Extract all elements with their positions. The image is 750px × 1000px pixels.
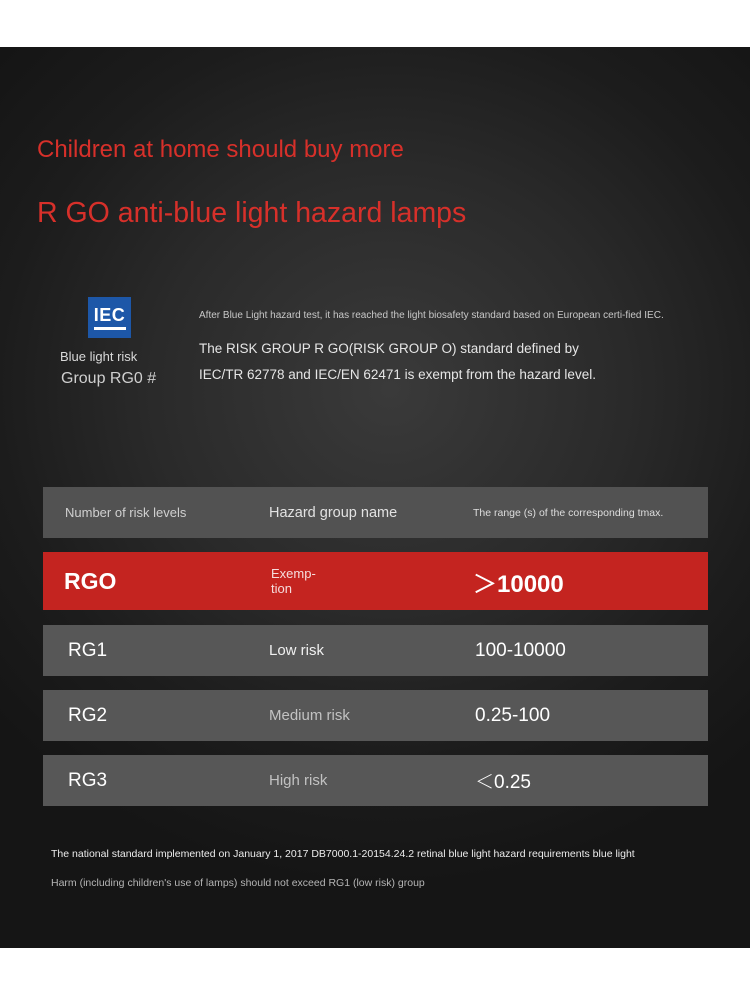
risk-level-cell: RG1 [68,639,108,661]
hazard-name-cell: Medium risk [269,707,350,724]
hazard-name-cell: Exemp-tion [271,566,316,596]
certification-statement-line-1: The RISK GROUP R GO(RISK GROUP O) standard defined by [199,341,579,356]
content-panel [0,47,750,948]
iec-logo [88,297,131,338]
footnote-harm: Harm (including children's use of lamps) should not exceed RG1 (low risk) group [51,877,425,889]
table-header-row [43,487,708,538]
iec-logo-bar [94,327,126,330]
header-tmax-range: The range (s) of the corresponding tmax. [473,506,664,519]
headline-line-1: Children at home should buy more [37,136,404,163]
iec-logo-text: IEC [93,304,126,325]
blue-light-risk-label: Blue light risk [60,349,138,364]
table-row-rg2 [43,690,708,741]
header-hazard-group-name: Hazard group name [269,504,398,521]
table-row-rg1 [43,625,708,676]
risk-group-label: Group RG0 # [61,370,157,387]
header-risk-levels: Number of risk levels [65,505,187,520]
tmax-range-cell: 100-10000 [475,639,566,661]
hazard-name-cell: Low risk [269,642,325,659]
hazard-name-cell: High risk [269,772,328,789]
certification-note: After Blue Light hazard test, it has reached the light biosafety standard based on European certi-fied IEC. [199,310,664,321]
table-row-rg3 [43,755,708,806]
risk-level-cell: RGO [64,567,117,594]
tmax-range-cell: ＜0.25 [475,772,531,793]
headline-line-2: R GO anti-blue light hazard lamps [37,197,467,229]
risk-level-cell: RG2 [68,704,108,726]
tmax-range-cell: ＞10000 [473,570,564,598]
table-row-rgo [43,552,708,610]
risk-level-cell: RG3 [68,769,108,791]
certification-statement-line-2: IEC/TR 62778 and IEC/EN 62471 is exempt from the hazard level. [199,367,596,382]
footnote-standard: The national standard implemented on January 1, 2017 DB7000.1-20154.24.2 retinal blue light hazard requirements blue light [51,848,635,860]
tmax-range-cell: 0.25-100 [475,704,551,726]
